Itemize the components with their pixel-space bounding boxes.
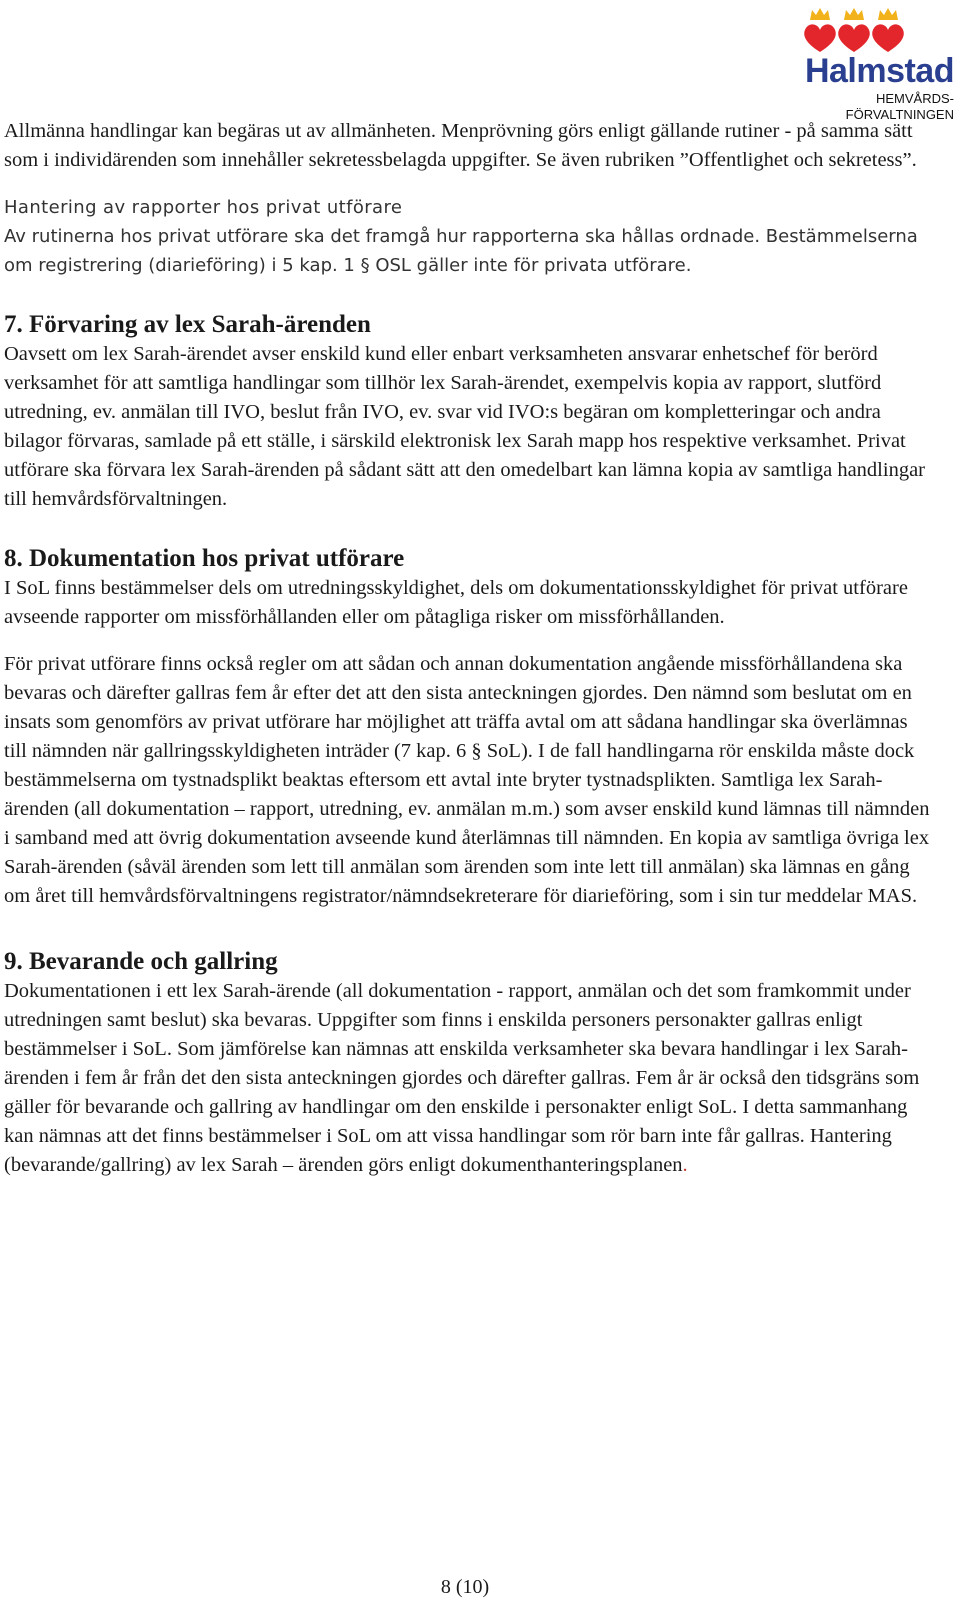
intro-paragraph: Allmänna handlingar kan begäras ut av allmänheten. Menprövning görs enligt gällande rutiner - på samma sätt som i individärenden som innehåller sekretessbelagda uppgifter. Se även rubriken ”Offentlighet och sekretess”. — [4, 120, 917, 171]
section-9-heading: 9. Bevarande och gallring — [4, 948, 278, 975]
sub-heading: Hantering av rapporter hos privat utförare — [4, 197, 403, 218]
document-body — [4, 117, 934, 1180]
page-number: 8 (10) — [440, 1576, 490, 1598]
logo-wordmark: Halmstad — [804, 52, 954, 90]
logo-subtitle-line-2: FÖRVALTNINGEN — [845, 107, 954, 122]
section-8-paragraph-1: I SoL finns bestämmelser dels om utredningsskyldighet, dels om dokumentationsskyldighet för privat utförare avseende rapporter om missförhållanden eller om påtagliga risker om missförhållanden. — [4, 577, 908, 628]
section-9-paragraph — [4, 977, 934, 1180]
section-9-text: Dokumentationen i ett lex Sarah-ärende (all dokumentation - rapport, anmälan och det som framkommit under utredningen samt beslut) ska bevaras. Uppgifter som finns i enskilda personers personakter gallras enligt bestämmelser i SoL. Som jämförelse kan nämnas att enskilda verksamheter ska bevara handlingar i lex Sarah-ärenden i fem år från det den sista anteckningen gjordes och därefter gallras. Fem år är också den tidsgräns som gäller för bevarande och gallring av handlingar om den enskilde i personakter enligt SoL. I detta sammanhang kan nämnas att det finns bestämmelser i SoL om att vissa handlingar som rör barn inte får gallras. Hantering (bevarande/gallring) av lex Sarah – ärenden görs enligt dokumenthanteringsplanen — [4, 980, 920, 1176]
rapporter-paragraph: Av rutinerna hos privat utförare ska det framgå hur rapporterna ska hållas ordnade. Bestämmelserna om registrering (diarieföring) i 5 kap. 1 § OSL gäller inte för privata utförare. — [4, 226, 918, 276]
logo-subtitle-line-1: HEMVÅRDS- — [875, 91, 954, 106]
section-8-heading: 8. Dokumentation hos privat utförare — [4, 545, 405, 572]
section-7-heading: 7. Förvaring av lex Sarah-ärenden — [4, 311, 371, 338]
crowned-hearts-icon — [794, 6, 934, 56]
section-9-end-mark: . — [682, 1154, 688, 1176]
halmstad-logo — [774, 6, 954, 122]
section-8-paragraph-2: För privat utförare finns också regler om att sådan och annan dokumentation angående missförhållandena ska bevaras och därefter gallras fem år efter det att den sista anteckningen gjordes. Den nämnd som beslutat om en insats som genomförs av privat utförare har möjlighet att träffa avtal om att sådana handlingar ska överlämnas till nämnden när gallringsskyldigheten inträder (7 kap. 6 § SoL). I de fall handlingarna rör enskilda måste dock bestämmelserna om tystnadsplikt beaktas eftersom ett avtal inte bryter tystnadsplikten. Samtliga lex Sarah- ärenden (all dokumentation – rapport, utredning, ev. anmälan m.m.) som avser enskild kund lämnas till nämnden i samband med att övrig dokumentation avseende kund återlämnas till nämnden. En kopia av samtliga övriga lex Sarah-ärenden (såväl ärenden som lett till anmälan som ärenden som inte lett till anmälan) ska lämnas en gång om året till hemvårdsförvaltningens registrator/nämndsekreterare för diarieföring, som i sin tur meddelar MAS. — [4, 653, 930, 907]
section-7-paragraph: Oavsett om lex Sarah-ärendet avser enskild kund eller enbart verksamheten ansvarar enhetschef för berörd verksamhet för att samtliga handlingar som tillhör lex Sarah-ärendet, exempelvis kopia av rapport, slutförd utredning, ev. anmälan till IVO, beslut från IVO, ev. svar vid IVO:s begäran om kompletteringar och andra bilagor förvaras, samlade på ett ställe, i särskild elektronisk lex Sarah mapp hos respektive verksamhet. Privat utförare ska förvara lex Sarah-ärenden på sådant sätt att den omedelbart kan lämna kopia av samtliga handlingar till hemvårdsförvaltningen. — [4, 343, 925, 510]
